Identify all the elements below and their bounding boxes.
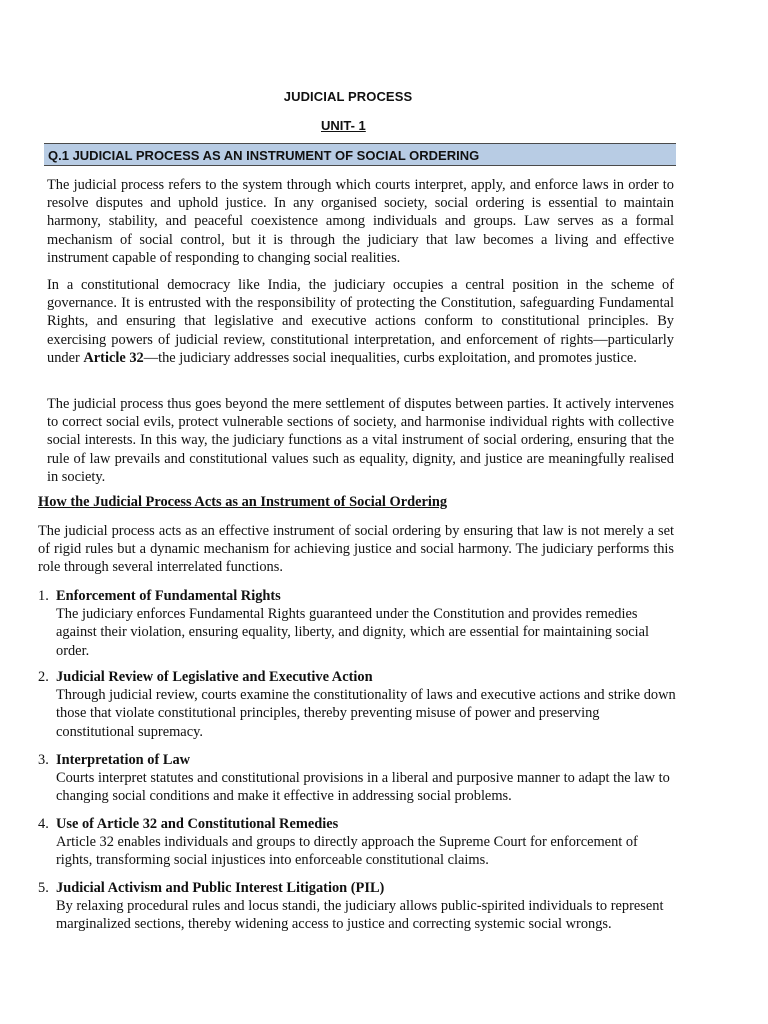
section-heading: How the Judicial Process Acts as an Instrument of Social Ordering xyxy=(38,494,448,510)
paragraph-constitutional xyxy=(47,276,674,367)
unit-label: UNIT- 1 xyxy=(321,118,366,133)
list-item-title: Enforcement of Fundamental Rights xyxy=(56,588,281,604)
list-item-text: The judiciary enforces Fundamental Rights guaranteed under the Constitution and provides remedies against their violation, ensuring equality, liberty, and dignity, which are essential for maintaining social order. xyxy=(56,606,650,659)
section-intro: The judicial process acts as an effective instrument of social ordering by ensuring that law is not merely a set of rigid rules but a dynamic mechanism for achieving justice and social harmony. The judiciary performs this role through several interrelated functions. xyxy=(38,523,674,576)
list-item-text: Courts interpret statutes and constitutional provisions in a liberal and purposive manner to adapt the law to changing social conditions and make it effective in addressing social problems. xyxy=(56,770,670,805)
document-title: JUDICIAL PROCESS xyxy=(283,89,413,104)
paragraph-text-before: In a constitutional democracy like India, the judiciary occupies a central position in the scheme of governance. It is entrusted with the responsibility of protecting the Constitution, safeguarding Fundamental Rights, and ensuring that legislative and executive actions conform to constitutional principles. By exercising powers of judicial review, constitutional interpretation, and enforcement of rights—particularly under xyxy=(47,277,674,366)
paragraph-text-after: —the judiciary addresses social inequalities, curbs exploitation, and promotes justice. xyxy=(143,349,637,366)
question-heading-band xyxy=(44,143,676,166)
list-item-number: 1. xyxy=(38,588,49,604)
list-item-title: Judicial Activism and Public Interest Litigation (PIL) xyxy=(56,880,385,896)
list-item-text: By relaxing procedural rules and locus standi, the judiciary allows public-spirited individuals to represent marginalized sections, thereby widening access to justice and correcting systemic social wrongs. xyxy=(56,898,664,933)
article-32-emphasis: Article 32 xyxy=(83,349,144,366)
list-item-number: 2. xyxy=(38,669,49,685)
list-item-title: Judicial Review of Legislative and Executive Action xyxy=(56,669,373,685)
list-item-number: 4. xyxy=(38,816,49,832)
list-item-title: Use of Article 32 and Constitutional Remedies xyxy=(56,816,339,832)
list-item-number: 5. xyxy=(38,880,49,896)
list-item-number: 3. xyxy=(38,752,49,768)
list-item-title: Interpretation of Law xyxy=(56,752,191,768)
question-heading: Q.1 JUDICIAL PROCESS AS AN INSTRUMENT OF SOCIAL ORDERING xyxy=(48,148,480,163)
list-item-text: Article 32 enables individuals and groups to directly approach the Supreme Court for enforcement of rights, transforming social injustices into enforceable constitutional claims. xyxy=(56,834,638,869)
list-item-text: Through judicial review, courts examine the constitutionality of laws and executive actions and strike down those that violate constitutional principles, thereby preventing misuse of power and preserving constitutional supremacy. xyxy=(56,687,676,740)
paragraph-intro: The judicial process refers to the system through which courts interpret, apply, and enforce laws in order to resolve disputes and uphold justice. In any organised society, social ordering is essential to maintain harmony, stability, and peaceful coexistence among individuals and groups. Law serves as a formal mechanism of social control, but it is through the judiciary that law becomes a living and effective instrument capable of responding to changing social realities. xyxy=(47,177,674,266)
paragraph-beyond-disputes: The judicial process thus goes beyond the mere settlement of disputes between parties. It actively intervenes to correct social evils, protect vulnerable sections of society, and harmonise individual rights with collective social interests. In this way, the judiciary functions as a vital instrument of social ordering, ensuring that the rule of law prevails and constitutional values such as equality, dignity, and justice are meaningfully realised in society. xyxy=(47,396,674,485)
